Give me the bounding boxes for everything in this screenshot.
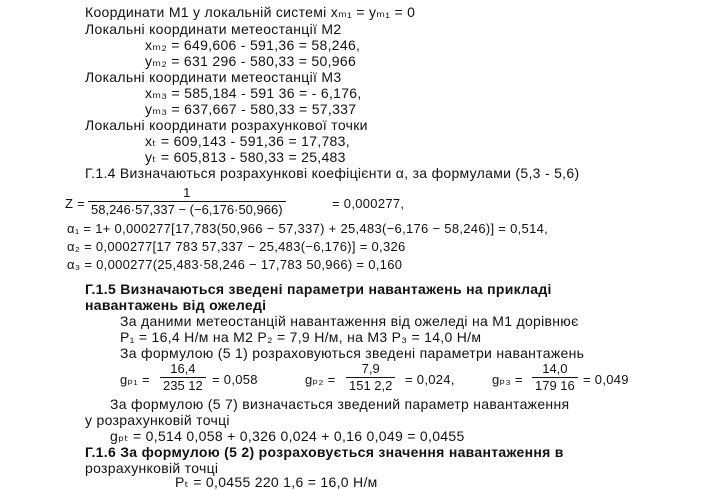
section-g15: Г.1.5 Визначаються зведені параметри навантажень на прикладі bbox=[85, 281, 552, 297]
line-loads: P₁ = 16,4 Н/м на М2 P₂ = 7,9 Н/м, на М3 P₃ = 14,0 Н/м bbox=[120, 329, 482, 345]
section-g15-cont: навантажень від ожеледі bbox=[85, 297, 267, 313]
line-point-heading: Локальні координати розрахункової точки bbox=[85, 117, 368, 133]
z-label: Z = bbox=[65, 196, 86, 211]
gp1-numerator: 16,4 bbox=[170, 361, 196, 376]
alpha3-formula: α₃ = 0,000277(25,483·58,246 − 17,783 50,966) = 0,160 bbox=[67, 257, 403, 272]
gp2-result: = 0,024, bbox=[405, 372, 455, 387]
line-calc-point-2: розрахунковій точці bbox=[85, 460, 219, 476]
gp3-result: = 0,049 bbox=[583, 372, 629, 387]
section-g14: Г.1.4 Визначаються розрахункові коефіцієнти α, за формулами (5,3 - 5,6) bbox=[85, 165, 580, 181]
z-result: = 0,000277, bbox=[332, 196, 405, 211]
line-m3-heading: Локальні координати метеостанції М3 bbox=[85, 69, 342, 85]
gp3-denominator: 179 16 bbox=[532, 377, 578, 393]
gp2-numerator: 7,9 bbox=[361, 361, 380, 376]
line-x-m3: xₘ₃ = 585,184 - 591 36 = - 6,176, bbox=[145, 85, 362, 101]
line-station-data: За даними метеостанцій навантаження від ожеледі на М1 дорівнює bbox=[120, 313, 579, 329]
z-denominator: 58,246·57,337 − (−6,176·50,966) bbox=[88, 201, 286, 217]
line-formula-51: За формулою (5 1) розраховуються зведені параметри навантажень bbox=[120, 345, 585, 361]
gp3-numerator: 14,0 bbox=[542, 361, 568, 376]
line-m2-heading: Локальні координати метеостанції М2 bbox=[85, 21, 342, 37]
section-g16: Г.1.6 За формулою (5 2) розраховується значення навантаження в bbox=[85, 444, 564, 460]
z-numerator: 1 bbox=[183, 185, 191, 200]
line-calc-point: у розрахунковій точці bbox=[85, 412, 230, 428]
gp2-fraction bbox=[346, 362, 395, 393]
alpha2-formula: α₂ = 0,000277[17 783 57,337 − 25,483(−6,176)] = 0,326 bbox=[67, 239, 406, 254]
line-pt-result: Pₜ = 0,0455 220 1,6 = 16,0 Н/м bbox=[175, 474, 378, 490]
line-m1-coords: Координати М1 у локальній системі xₘ₁ = yₘ₁ = 0 bbox=[85, 4, 416, 20]
gp1-denominator: 235 12 bbox=[160, 377, 206, 393]
gp2-label: gₚ₂ = bbox=[305, 372, 336, 387]
gp1-result: = 0,058 bbox=[212, 372, 258, 387]
line-gpt: gₚₜ = 0,514 0,058 + 0,326 0,024 + 0,16 0,049 = 0,0455 bbox=[110, 428, 465, 444]
line-x-m2: xₘ₂ = 649,606 - 591,36 = 58,246, bbox=[145, 37, 361, 53]
z-fraction bbox=[88, 186, 286, 217]
line-y-m2: yₘ₂ = 631 296 - 580,33 = 50,966 bbox=[145, 53, 357, 69]
gp1-label: gₚ₁ = bbox=[120, 372, 150, 387]
gp1-fraction bbox=[160, 362, 206, 393]
line-y-m3: yₘ₃ = 637,667 - 580,33 = 57,337 bbox=[145, 101, 357, 117]
gp3-label: gₚ₃ = bbox=[492, 372, 523, 387]
gp2-denominator: 151 2,2 bbox=[346, 377, 395, 393]
gp3-fraction bbox=[532, 362, 578, 393]
line-y-t: yₜ = 605,813 - 580,33 = 25,483 bbox=[145, 149, 346, 165]
line-x-t: xₜ = 609,143 - 591,36 = 17,783, bbox=[145, 133, 350, 149]
alpha1-formula: α₁ = 1+ 0,000277[17,783(50,966 − 57,337) + 25,483(−6,176 − 58,246)] = 0,514, bbox=[67, 221, 549, 236]
line-formula-57: За формулою (5 7) визначається зведений параметр навантаження bbox=[110, 396, 570, 412]
